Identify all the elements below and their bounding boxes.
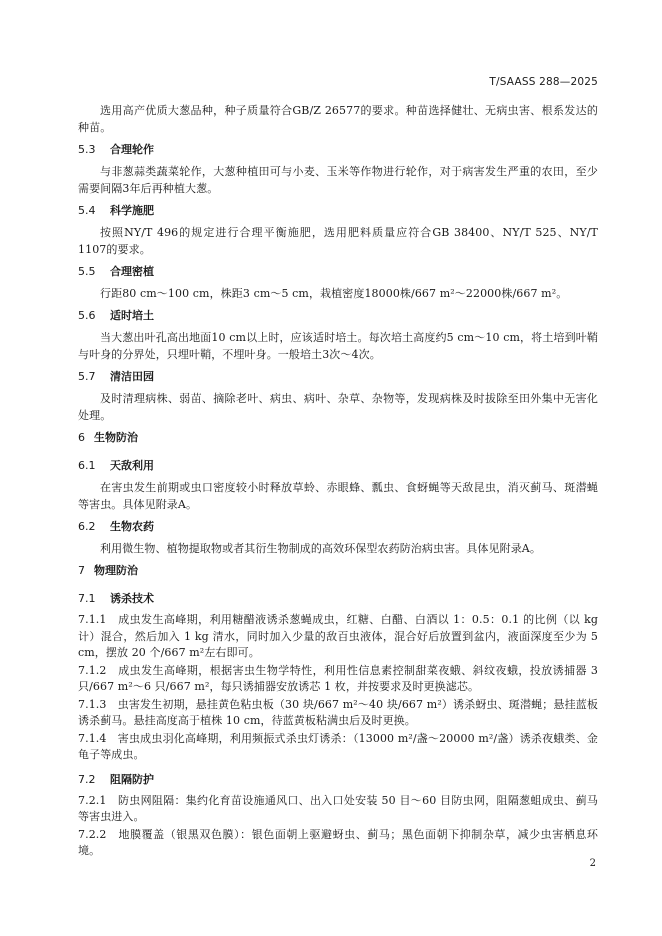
chapter-number: 7: [78, 564, 85, 577]
section-text-6-2: 利用微生物、植物提取物或者其衍生物制成的高效环保型农药防治病虫害。具体见附录A。: [100, 542, 541, 555]
section-title: 清洁田园: [110, 370, 154, 383]
section-heading-5-7: [78, 369, 598, 385]
clause-7-2-2: 7.2.2 地膜覆盖（银黑双色膜）：银色面朝上驱避蚜虫、蓟马；黑色面朝下抑制杂草，减少虫害栖息环境。: [78, 827, 598, 857]
section-title: 阻隔防护: [110, 772, 154, 786]
section-text-5-5: 行距80 cm～100 cm，株距3 cm～5 cm，栽植密度18000株/667 m²～22000株/667 m²。: [100, 287, 568, 300]
intro-paragraph: 选用高产优质大葱品种，种子质量符合GB/Z 26577的要求。种苗选择健壮、无病虫害、根系发达的种苗。: [78, 104, 598, 134]
section-heading-5-6: [78, 308, 598, 324]
section-title: 天敌利用: [110, 459, 154, 472]
section-heading-6-2: [78, 519, 598, 535]
section-text-5-3: 与非葱蒜类蔬菜轮作，大葱种植田可与小麦、玉米等作物进行轮作，对于病害发生严重的农田，至少需要间隔3年后再种植大葱。: [78, 165, 598, 195]
chapter-heading-6: [78, 430, 598, 446]
document-body: [78, 102, 598, 861]
section-heading-7-1: [78, 591, 598, 607]
section-number: 5.4: [78, 204, 96, 217]
page-number: 2: [589, 858, 596, 869]
clause-7-2-1: 7.2.1 防虫网阻隔：集约化育苗设施通风口、出入口处安装 50 目～60 目防虫网，阻隔葱蛆成虫、蓟马等害虫进入。: [78, 793, 598, 823]
section-title: 合理密植: [110, 265, 154, 278]
section-heading-7-2: [78, 772, 598, 788]
section-number: 7.2: [78, 772, 96, 786]
section-title: 科学施肥: [110, 204, 154, 217]
section-title: 合理轮作: [110, 143, 154, 156]
section-title: 诱杀技术: [110, 592, 154, 605]
section-number: 7.1: [78, 592, 96, 605]
chapter-heading-7: [78, 563, 598, 579]
section-title: 生物农药: [110, 520, 154, 533]
section-text-5-7: 及时清理病株、弱苗、摘除老叶、病虫、病叶、杂草、杂物等，发现病株及时拔除至田外集中无害化处理。: [78, 392, 598, 422]
section-number: 5.7: [78, 370, 96, 383]
clause-7-1-4: 7.1.4 害虫成虫羽化高峰期，利用频振式杀虫灯诱杀：（13000 m²/盏～20000 m²/盏）诱杀夜蛾类、金龟子等成虫。: [78, 731, 598, 761]
clause-7-1-1: 7.1.1 成虫发生高峰期，利用糖醋液诱杀葱蝇成虫，红糖、白醋、白酒以 1：0.5：0.1 的比例（以 kg 计）混合，然后加入 1 kg 清水，同时加入少量的敌百虫液体，混合好后放置到盆内，液面深度至少为 5 cm，摆放 20 个/667 m²左右即可。: [78, 613, 598, 659]
section-number: 6.1: [78, 459, 96, 472]
section-heading-5-3: [78, 142, 598, 158]
document-code: T/SAASS 288—2025: [489, 76, 598, 88]
section-text-5-6: 当大葱出叶孔高出地面10 cm以上时，应该适时培土。每次培土高度约5 cm～10 cm，将土培到叶鞘与叶身的分界处，只埋叶鞘，不埋叶身。一般培土3次～4次。: [78, 331, 598, 361]
chapter-number: 6: [78, 431, 85, 444]
section-heading-5-5: [78, 264, 598, 280]
chapter-title: 物理防治: [94, 564, 138, 577]
clause-7-1-2: 7.1.2 成虫发生高峰期，根据害虫生物学特性，利用性信息素控制甜菜夜蛾、斜纹夜蛾，投放诱捕器 3 只/667 m²～6 只/667 m²，每只诱捕器安放诱芯 1 枚，并按要求及时更换滤芯。: [78, 663, 598, 693]
section-number: 5.3: [78, 143, 96, 156]
section-number: 5.6: [78, 309, 96, 322]
section-title: 适时培土: [110, 309, 154, 322]
section-heading-5-4: [78, 203, 598, 219]
section-text-6-1: 在害虫发生前期或虫口密度较小时释放草蛉、赤眼蜂、瓢虫、食蚜蝇等天敌昆虫，消灭蓟马、斑潜蝇等害虫。具体见附录A。: [78, 481, 598, 511]
section-heading-6-1: [78, 458, 598, 474]
section-number: 5.5: [78, 265, 96, 278]
clause-7-1-3: 7.1.3 虫害发生初期，悬挂黄色粘虫板（30 块/667 m²～40 块/667 m²）诱杀蚜虫、斑潜蝇；悬挂蓝板诱杀蓟马。悬挂高度高于植株 10 cm，待蓝黄板粘满虫后及时更换。: [78, 697, 598, 727]
chapter-title: 生物防治: [94, 431, 138, 444]
section-number: 6.2: [78, 520, 96, 533]
section-text-5-4: 按照NY/T 496的规定进行合理平衡施肥，选用肥料质量应符合GB 38400、NY/T 525、NY/T 1107的要求。: [78, 226, 598, 256]
